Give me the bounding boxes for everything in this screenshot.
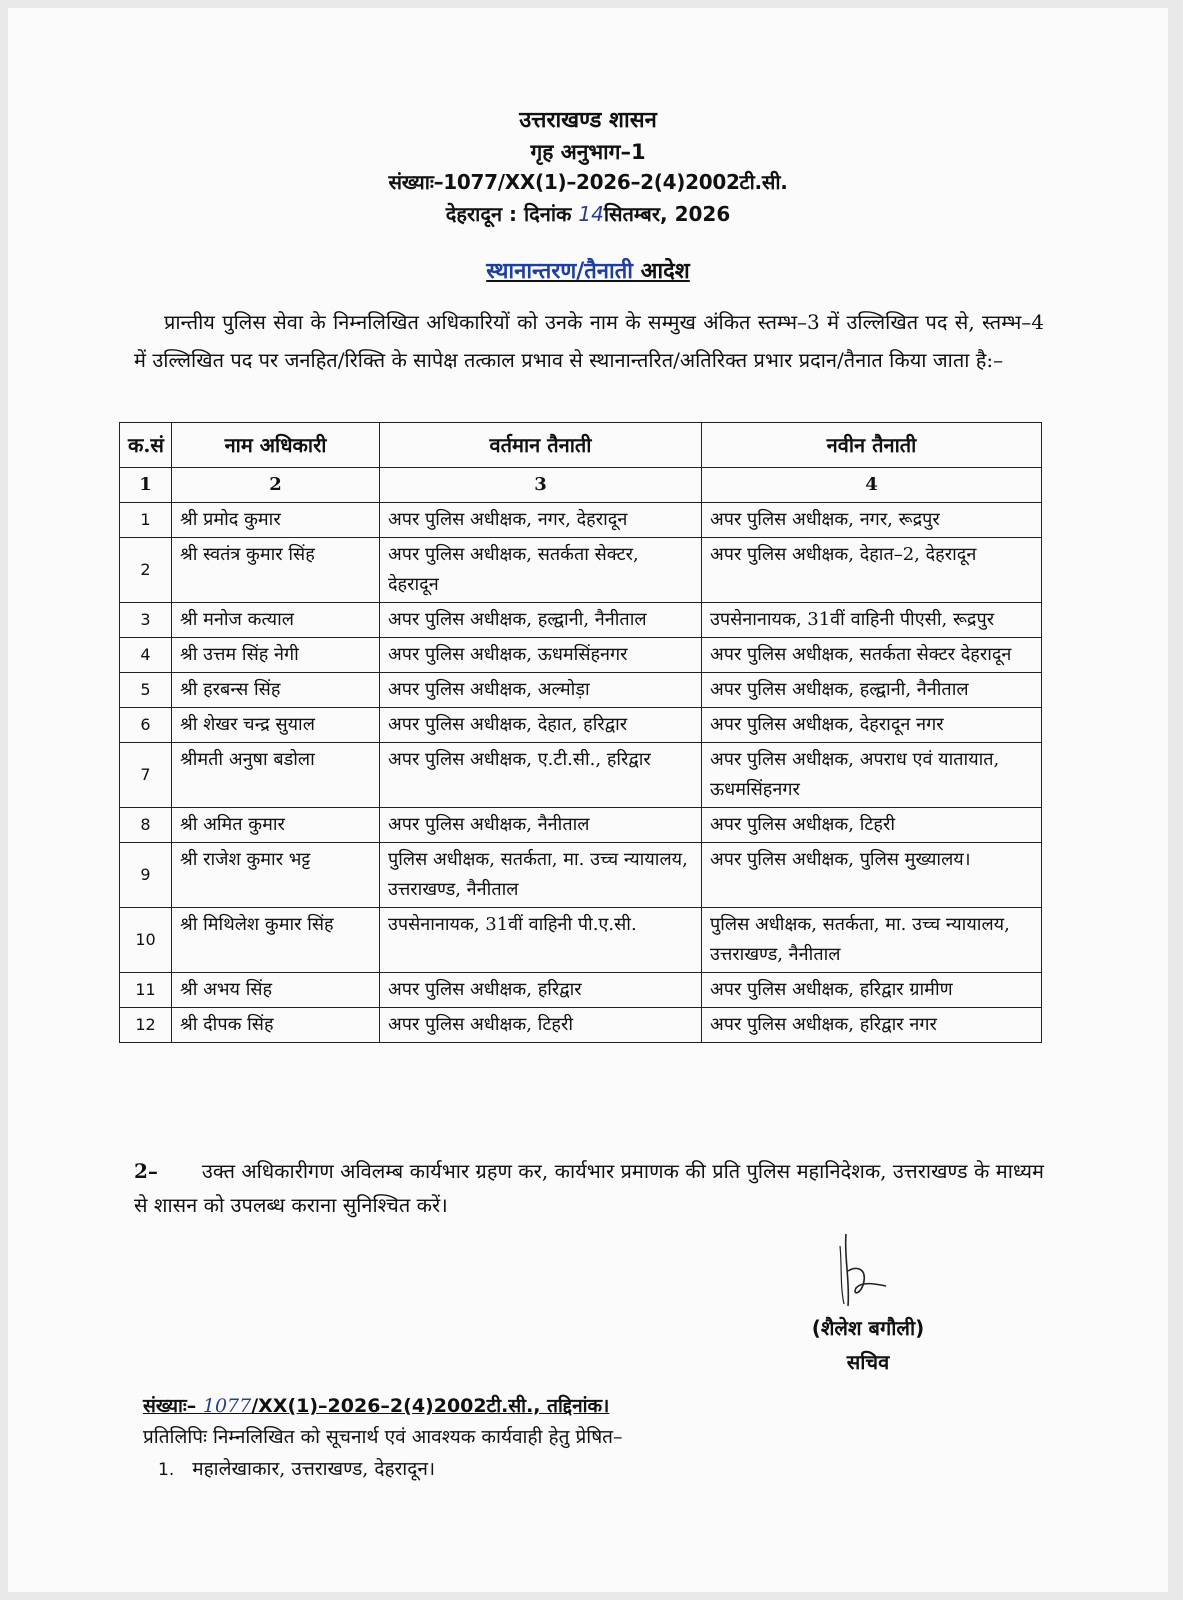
header-new-posting: नवीन तैनाती xyxy=(702,423,1042,468)
row-new-posting: अपर पुलिस अधीक्षक, हल्द्वानी, नैनीताल xyxy=(702,673,1042,708)
row-new-posting: पुलिस अधीक्षक, सतर्कता, मा. उच्च न्यायालय, उत्तराखण्ड, नैनीताल xyxy=(702,908,1042,973)
place-date xyxy=(8,200,1168,227)
table-row xyxy=(120,908,1042,973)
reference-number: संख्याः–1077/XX(1)–2026–2(4)2002टी.सी. xyxy=(388,170,788,194)
table-row xyxy=(120,808,1042,843)
row-officer-name: श्री मनोज कत्याल xyxy=(172,603,380,638)
row-sno: 1 xyxy=(120,503,172,538)
row-current-posting: अपर पुलिस अधीक्षक, टिहरी xyxy=(380,1008,702,1043)
row-current-posting: अपर पुलिस अधीक्षक, अल्मोड़ा xyxy=(380,673,702,708)
row-officer-name: श्री प्रमोद कुमार xyxy=(172,503,380,538)
row-sno: 3 xyxy=(120,603,172,638)
table-row xyxy=(120,708,1042,743)
colnum-2: 2 xyxy=(172,468,380,503)
handwritten-day: 14 xyxy=(578,202,604,226)
row-current-posting: अपर पुलिस अधीक्षक, ए.टी.सी., हरिद्वार xyxy=(380,743,702,808)
row-new-posting: अपर पुलिस अधीक्षक, सतर्कता सेक्टर देहरादून xyxy=(702,638,1042,673)
row-officer-name: श्री अभय सिंह xyxy=(172,973,380,1008)
row-sno: 4 xyxy=(120,638,172,673)
table-row xyxy=(120,603,1042,638)
colnum-4: 4 xyxy=(702,468,1042,503)
row-sno: 6 xyxy=(120,708,172,743)
signatory-designation: सचिव xyxy=(846,1350,890,1374)
signature-image xyxy=(826,1226,916,1326)
order-title-part1: स्थानान्तरण/तैनाती xyxy=(486,259,633,284)
endorsement-reference xyxy=(143,1392,609,1418)
copy-item-number: 1. xyxy=(158,1460,175,1480)
row-officer-name: श्री राजेश कुमार भट्ट xyxy=(172,843,380,908)
signatory-name: (शैलेश बगौली) xyxy=(811,1316,925,1340)
row-new-posting: उपसेनानायक, 31वीं वाहिनी पीएसी, रूद्रपुर xyxy=(702,603,1042,638)
header-current-posting: वर्तमान तैनाती xyxy=(380,423,702,468)
row-sno: 9 xyxy=(120,843,172,908)
handwritten-number: 1077 xyxy=(202,1395,252,1417)
row-new-posting: अपर पुलिस अधीक्षक, अपराध एवं यातायात, ऊधमसिंहनगर xyxy=(702,743,1042,808)
table-row xyxy=(120,973,1042,1008)
order-title-part2: आदेश xyxy=(632,259,690,284)
endorsement-suffix: /XX(1)–2026–2(4)2002टी.सी., तद्दिनांक। xyxy=(251,1395,610,1417)
table-row xyxy=(120,638,1042,673)
table-row xyxy=(120,503,1042,538)
row-sno: 11 xyxy=(120,973,172,1008)
row-officer-name: श्रीमती अनुषा बडोला xyxy=(172,743,380,808)
row-current-posting: अपर पुलिस अधीक्षक, देहात, हरिद्वार xyxy=(380,708,702,743)
row-new-posting: अपर पुलिस अधीक्षक, देहात–2, देहरादून xyxy=(702,538,1042,603)
row-officer-name: श्री हरबन्स सिंह xyxy=(172,673,380,708)
instruction-text: उक्त अधिकारीगण अविलम्ब कार्यभार ग्रहण कर, कार्यभार प्रमाणक की प्रति पुलिस महानिदेशक, उत्तराखण्ड के माध्यम से शासन को उपलब्ध कराना सुनिश्चित करें। xyxy=(134,1159,1044,1217)
transfer-table xyxy=(119,422,1042,1043)
table-header-row xyxy=(120,423,1042,468)
table-row xyxy=(120,538,1042,603)
row-sno: 2 xyxy=(120,538,172,603)
row-new-posting: अपर पुलिस अधीक्षक, टिहरी xyxy=(702,808,1042,843)
header-name: नाम अधिकारी xyxy=(172,423,380,468)
copy-to-line: प्रतिलिपिः निम्नलिखित को सूचनार्थ एवं आवश्यक कार्यवाही हेतु प्रेषित– xyxy=(143,1426,623,1448)
colnum-1: 1 xyxy=(120,468,172,503)
row-current-posting: अपर पुलिस अधीक्षक, नैनीताल xyxy=(380,808,702,843)
row-new-posting: अपर पुलिस अधीक्षक, नगर, रूद्रपुर xyxy=(702,503,1042,538)
place-date-suffix: सितम्बर, 2026 xyxy=(603,202,731,226)
table-row xyxy=(120,673,1042,708)
header-sno: क.सं xyxy=(120,423,172,468)
row-current-posting: अपर पुलिस अधीक्षक, सतर्कता सेक्टर, देहरादून xyxy=(380,538,702,603)
table-row xyxy=(120,1008,1042,1043)
row-new-posting: अपर पुलिस अधीक्षक, हरिद्वार नगर xyxy=(702,1008,1042,1043)
table-row xyxy=(120,843,1042,908)
endorsement-prefix: संख्याः– xyxy=(143,1395,203,1417)
row-sno: 8 xyxy=(120,808,172,843)
intro-paragraph: प्रान्तीय पुलिस सेवा के निम्नलिखित अधिकारियों को उनके नाम के सम्मुख अंकित स्तम्भ–3 में उल्लिखित पद से, स्तम्भ–4 में उल्लिखित पद पर जनहित/रिक्ति के सापेक्ष तत्काल प्रभाव से स्थानान्तरित/अतिरिक्त प्रभार प्रदान/तैनात किया जाता है:– xyxy=(134,310,1044,372)
place-date-prefix: देहरादून : दिनांक xyxy=(445,202,579,226)
row-new-posting: अपर पुलिस अधीक्षक, देहरादून नगर xyxy=(702,708,1042,743)
colnum-3: 3 xyxy=(380,468,702,503)
row-officer-name: श्री उत्तम सिंह नेगी xyxy=(172,638,380,673)
row-new-posting: अपर पुलिस अधीक्षक, पुलिस मुख्यालय। xyxy=(702,843,1042,908)
row-officer-name: श्री मिथिलेश कुमार सिंह xyxy=(172,908,380,973)
row-current-posting: पुलिस अधीक्षक, सतर्कता, मा. उच्च न्यायालय, उत्तराखण्ड, नैनीताल xyxy=(380,843,702,908)
row-officer-name: श्री शेखर चन्द्र सुयाल xyxy=(172,708,380,743)
row-current-posting: अपर पुलिस अधीक्षक, हरिद्वार xyxy=(380,973,702,1008)
row-current-posting: अपर पुलिस अधीक्षक, हल्द्वानी, नैनीताल xyxy=(380,603,702,638)
govt-header: उत्तराखण्ड शासन xyxy=(519,108,657,133)
row-officer-name: श्री स्वतंत्र कुमार सिंह xyxy=(172,538,380,603)
department-header: गृह अनुभाग–1 xyxy=(530,140,646,164)
paragraph-number: 2– xyxy=(134,1159,158,1183)
row-sno: 7 xyxy=(120,743,172,808)
copy-item-text: महालेखाकार, उत्तराखण्ड, देहरादून। xyxy=(192,1458,436,1480)
row-current-posting: अपर पुलिस अधीक्षक, नगर, देहरादून xyxy=(380,503,702,538)
row-current-posting: अपर पुलिस अधीक्षक, ऊधमसिंहनगर xyxy=(380,638,702,673)
copy-list-item xyxy=(158,1455,435,1481)
row-sno: 10 xyxy=(120,908,172,973)
row-new-posting: अपर पुलिस अधीक्षक, हरिद्वार ग्रामीण xyxy=(702,973,1042,1008)
row-current-posting: उपसेनानायक, 31वीं वाहिनी पी.ए.सी. xyxy=(380,908,702,973)
row-officer-name: श्री अमित कुमार xyxy=(172,808,380,843)
row-officer-name: श्री दीपक सिंह xyxy=(172,1008,380,1043)
document-page xyxy=(8,8,1168,1592)
order-title xyxy=(8,255,1168,285)
row-sno: 5 xyxy=(120,673,172,708)
table-row xyxy=(120,743,1042,808)
column-number-row xyxy=(120,468,1042,503)
instruction-paragraph xyxy=(134,1154,1044,1222)
row-sno: 12 xyxy=(120,1008,172,1043)
